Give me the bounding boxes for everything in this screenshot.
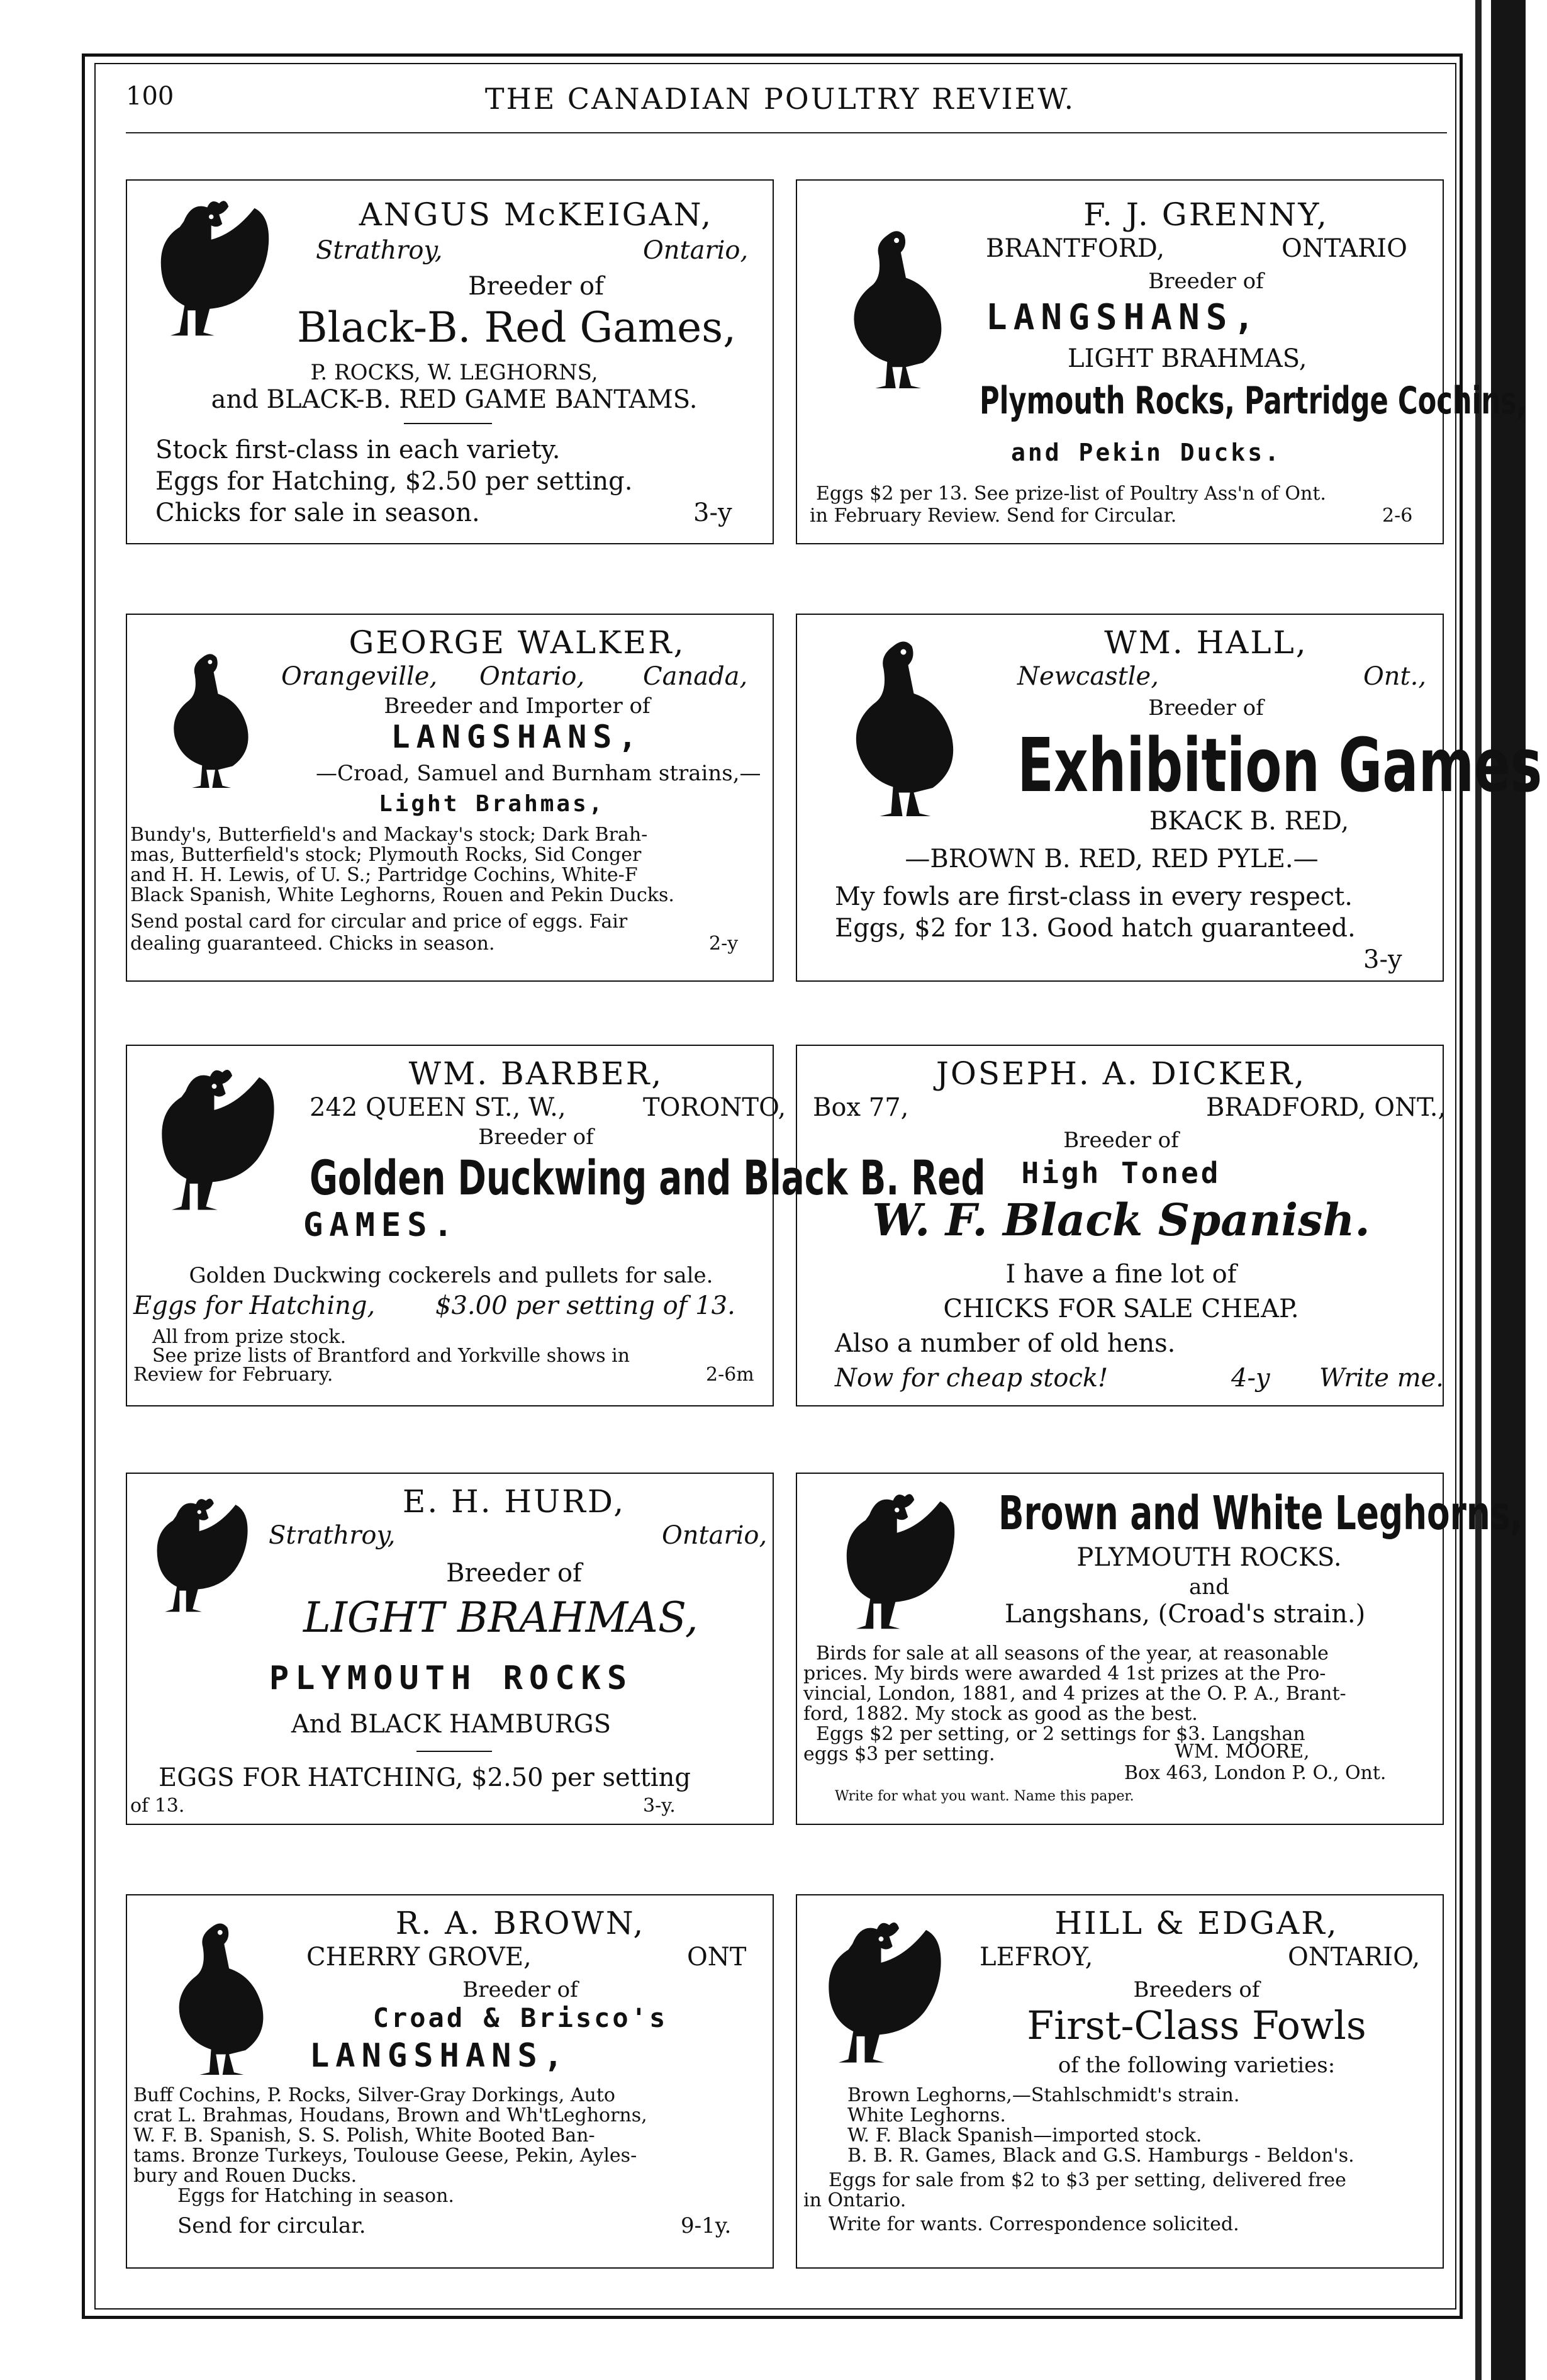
ad-line: BKACK B. RED, [1149,807,1349,836]
ad-headline: LANGSHANS, [391,719,644,755]
ad-line: Write for wants. Correspondence solicited. [829,2213,1239,2235]
ad-code: 3-y [1363,945,1402,974]
ad-headline: Brown and White Leghorns, [998,1486,1523,1541]
ad-line: Now for cheap stock! [835,1364,1109,1393]
ad-line: $3.00 per setting of 13. [435,1291,735,1320]
breeder-of: Breeder of [462,1977,578,2002]
ad-line: Write me. [1319,1364,1444,1393]
ad-footer: Write for what you want. Name this paper. [835,1788,1134,1804]
ad-line: W. F. Black Spanish—imported stock. [847,2125,1202,2147]
ad-dicker [796,1045,1444,1406]
advertiser-country: Canada, [643,662,748,691]
ad-headline-2: GAMES. [303,1206,459,1244]
header-rule [126,132,1447,133]
ad-headline-2: LANGSHANS, [310,2037,570,2075]
ad-line: and H. H. Lewis, of U. S.; Partridge Cochins, White-F [130,864,638,886]
ad-walker [126,614,774,982]
ad-mckeigan [126,179,774,544]
ad-line: dealing guaranteed. Chicks in season. [130,933,495,955]
advertiser-province: Ontario, [643,236,749,265]
ad-headline: Black-B. Red Games, [297,303,737,352]
ad-hall [796,614,1543,982]
ad-hurd [126,1473,774,1825]
advertiser-name: JOSEPH. A. DICKER, [935,1055,1307,1092]
rooster-illustration [807,1483,995,1641]
ad-line: I have a fine lot of [1005,1260,1237,1289]
ad-code: 9-1y. [681,2213,732,2238]
breeder-of: Breeder of [446,1559,582,1588]
advertiser-province: ONTARIO [1282,234,1407,263]
ad-line: and Pekin Ducks. [1011,439,1282,466]
ad-line: Buff Cochins, P. Rocks, Silver-Gray Dorkings, Auto [133,2084,615,2106]
ad-moore [796,1473,1523,1825]
ad-code: 3-y [693,498,732,527]
advertiser-name: ANGUS McKEIGAN, [359,196,713,233]
ad-line: See prize lists of Brantford and Yorkville shows in [152,1345,630,1367]
ad-headline: LIGHT BRAHMAS, [303,1593,698,1642]
ad-line: Eggs, $2 for 13. Good hatch guaranteed. [835,914,1356,943]
ad-headline: Golden Duckwing and Black B. Red [310,1150,986,1206]
rooster-illustration [803,1911,967,2075]
rooster-illustration [133,1058,303,1222]
ad-headline-2: W. F. Black Spanish. [872,1194,1370,1246]
ad-line: White Leghorns. [847,2104,1006,2126]
breeder-of: Breeders of [1133,1977,1260,2002]
page-header [120,76,1441,126]
advertiser-address: Box 463, London P. O., Ont. [1124,1762,1387,1784]
ad-line: and BLACK-B. RED GAME BANTAMS. [211,385,698,414]
ad-line: of the following varieties: [1058,2053,1336,2078]
ad-line: ford, 1882. My stock as good as the best. [803,1703,1198,1725]
advertiser-town: Newcastle, [1017,662,1159,691]
journal-title: THE CANADIAN POULTRY REVIEW. [484,82,1076,116]
ad-code: 3-y. [643,1795,676,1817]
rooster-illustration [807,218,976,388]
ad-code: 4-y [1231,1364,1270,1393]
ad-brown [126,1894,774,2269]
advertiser-town: Orangeville, [281,662,438,691]
ad-line: Review for February. [133,1364,333,1386]
ad-line: Langshans, (Croad's strain.) [1005,1600,1366,1629]
ad-line: W. F. B. Spanish, S. S. Polish, White Booted Ban- [133,2125,595,2147]
ad-code: 2-6 [1382,505,1413,527]
ad-line: Birds for sale at all seasons of the year, at reasonable [816,1642,1329,1664]
rooster-illustration [133,1908,297,2078]
rooster-illustration [803,627,992,816]
ad-line: Eggs $2 per 13. See prize-list of Poultry Ass'n of Ont. [816,483,1326,505]
ad-headline: Exhibition Games [1017,722,1543,809]
ad-line: Golden Duckwing cockerels and pullets for sale. [189,1263,713,1288]
ad-line: All from prize stock. [152,1326,347,1348]
advertiser-name: R. A. BROWN, [395,1905,645,1941]
ad-line: mas, Butterfield's stock; Plymouth Rocks, Sid Conger [130,844,642,866]
breeder-of: Breeder of [468,272,604,301]
advertiser-name: WM. HALL, [1104,624,1308,661]
breeder-of: Breeder of [1148,695,1264,721]
ad-line: vincial, London, 1881, and 4 prizes at the O. P. A., Brant- [803,1683,1346,1705]
ad-headline-2: PLYMOUTH ROCKS [269,1659,634,1697]
advertiser-province: Ontario, [662,1521,768,1550]
ad-line: Eggs for Hatching, [133,1291,376,1320]
ad-line: Bundy's, Butterfield's and Mackay's stock; Dark Brah- [130,824,648,846]
ad-code: 2-6m [706,1364,754,1386]
ad-line: Light Brahmas, [379,791,605,817]
advertiser-town: LEFROY, [980,1943,1093,1972]
advertiser-town: Strathroy, [316,236,443,265]
ad-line: eggs $3 per setting. [803,1743,995,1765]
advertiser-name: F. J. GRENNY, [1083,196,1329,233]
ad-line: Send postal card for circular and price of eggs. Fair [130,911,628,933]
ad-line: Also a number of old hens. [835,1329,1176,1358]
ad-headline: High Toned [1021,1156,1221,1190]
ad-line: of 13. [130,1795,185,1817]
ad-line: Eggs for Hatching in season. [177,2185,454,2207]
ad-line: PLYMOUTH ROCKS. [1076,1543,1342,1572]
ad-line: Eggs for Hatching, $2.50 per setting. [155,467,633,496]
ad-line: crat L. Brahmas, Houdans, Brown and Wh'tLeghorns, [133,2104,647,2126]
advertiser-name: GEORGE WALKER, [349,624,686,661]
ad-line: in February Review. Send for Circular. [810,505,1177,527]
breeder-of: Breeder and Importer of [384,693,651,719]
divider [416,1751,492,1752]
advertiser-name: WM. BARBER, [408,1055,664,1092]
advertiser-province: ONT [687,1943,747,1972]
ad-grenny [796,179,1527,544]
ad-headline: First-Class Fowls [1027,2002,1366,2048]
ad-code: 2-y [709,933,739,955]
advertiser-province: Ont., [1363,662,1427,691]
advertiser-name: E. H. HURD, [402,1483,626,1520]
ad-hill-edgar [796,1894,1444,2269]
ad-line: Black Spanish, White Leghorns, Rouen and Pekin Ducks. [130,884,674,906]
ad-line: Eggs $2 per setting, or 2 settings for $3. Langshan [816,1723,1305,1745]
ad-line: prices. My birds were awarded 4 1st prizes at the Pro- [803,1663,1326,1685]
breeder-of: Breeder of [478,1125,594,1150]
ad-line: LIGHT BRAHMAS, [1068,344,1307,373]
binding-edge [1475,0,1482,2380]
ad-line: —BROWN B. RED, RED PYLE.— [905,845,1319,873]
ad-line: Stock first-class in each variety. [155,435,561,464]
advertiser-address: 242 QUEEN ST., W., [310,1093,566,1122]
ad-line: Chicks for sale in season. [155,498,480,527]
advertiser-box: Box 77, [813,1093,909,1122]
ad-line: tams. Bronze Turkeys, Toulouse Geese, Pekin, Ayles- [133,2145,637,2167]
ad-headline: LANGSHANS, [986,297,1261,338]
advertiser-name: HILL & EDGAR, [1054,1905,1339,1941]
ad-line: bury and Rouen Ducks. [133,2165,357,2187]
ad-line: P. ROCKS, W. LEGHORNS, [310,360,598,385]
ad-line: Brown Leghorns,—Stahlschmidt's strain. [847,2084,1240,2106]
ad-line: Send for circular. [177,2213,366,2238]
rooster-illustration [137,190,294,347]
ad-line: And BLACK HAMBURGS [291,1710,612,1739]
advertiser-town: Strathroy, [269,1521,396,1550]
rooster-illustration [137,1486,269,1625]
advertiser-city: TORONTO, [643,1093,786,1122]
advertiser-signature: WM. MOORE, [1175,1741,1310,1763]
advertiser-town: BRADFORD, ONT., [1206,1093,1446,1122]
ad-line: CHICKS FOR SALE CHEAP. [943,1294,1299,1323]
advertiser-province: ONTARIO, [1288,1943,1421,1972]
ad-line: EGGS FOR HATCHING, $2.50 per setting [159,1763,691,1792]
page-number: 100 [126,82,174,111]
ad-line: —Croad, Samuel and Burnham strains,— [316,761,761,786]
rooster-illustration [133,627,278,804]
ad-line: Plymouth Rocks, Partridge Cochins, [980,379,1527,423]
divider [404,423,492,424]
ad-line: Eggs for sale from $2 to $3 per setting, delivered free [829,2169,1346,2191]
ad-headline: Croad & Brisco's [372,2002,668,2033]
advertiser-town: CHERRY GROVE, [306,1943,532,1972]
advertiser-province: Ontario, [479,662,585,691]
breeder-of: Breeder of [1063,1128,1179,1153]
breeder-of: Breeder of [1148,269,1264,294]
ad-line: B. B. R. Games, Black and G.S. Hamburgs - Beldon's. [847,2145,1354,2167]
advertiser-town: BRANTFORD, [986,234,1165,263]
ad-line: My fowls are first-class in every respect. [835,882,1353,911]
ad-line: in Ontario. [803,2189,907,2211]
binding-edge-dark [1491,0,1526,2380]
ad-line: and [1189,1575,1229,1600]
